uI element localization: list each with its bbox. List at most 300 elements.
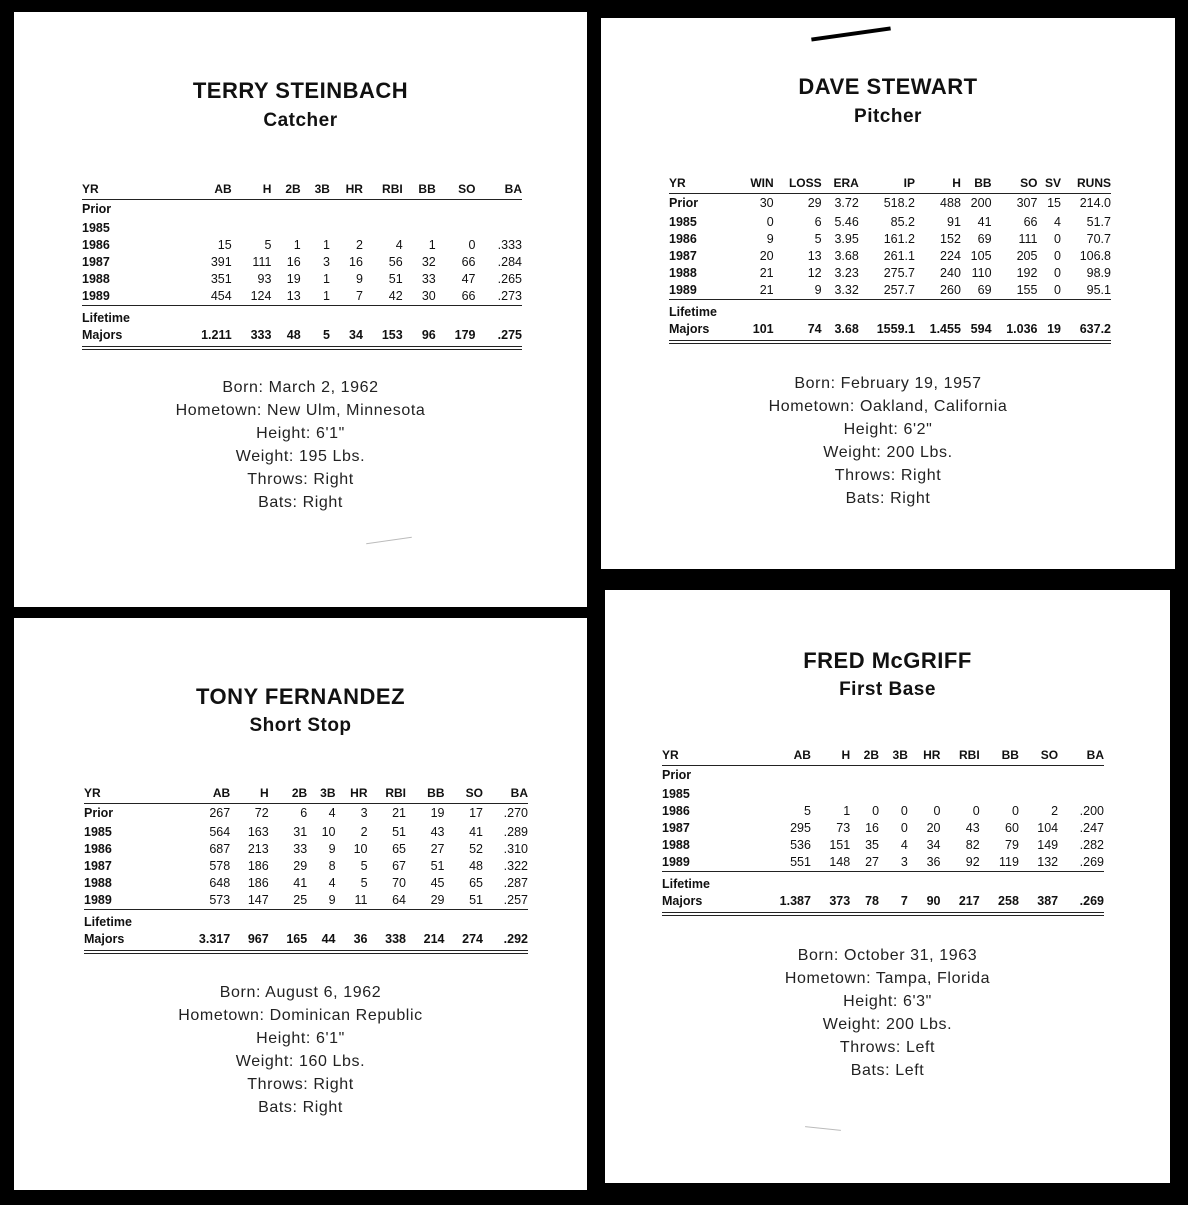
majors-total: 153: [363, 327, 403, 348]
card-fred-mcgriff: [605, 590, 1170, 1183]
bio-line: Hometown: Dominican Republic: [178, 1007, 423, 1024]
stat-cell: [232, 200, 272, 220]
stat-cell: 45: [430, 875, 445, 890]
lifetime-label: Lifetime: [84, 909, 172, 931]
table-row: [82, 220, 522, 237]
stats-table: [669, 176, 1111, 344]
stat-cell: 224: [940, 248, 961, 263]
stat-cell: [980, 786, 1019, 803]
column-header: HR: [330, 182, 363, 200]
majors-total: 637.2: [1061, 321, 1111, 342]
stat-cell: 536: [790, 837, 811, 852]
stat-cell: 5: [804, 803, 811, 818]
row-year: Prior: [82, 202, 112, 217]
stat-cell: 351: [210, 271, 232, 286]
stat-cell: [752, 786, 811, 803]
row-year: 1989: [84, 892, 112, 907]
majors-total: 1.036: [992, 321, 1038, 342]
stat-cell: 48: [469, 858, 484, 873]
bio-line: Throws: Right: [247, 1076, 354, 1093]
row-year: 1985: [84, 824, 112, 839]
row-year: 1989: [662, 854, 690, 869]
empty-cell: [403, 305, 436, 327]
column-header: AB: [172, 786, 230, 804]
stat-cell: .273: [497, 288, 522, 303]
lifetime-label-row: [84, 909, 528, 931]
column-header: BA: [1058, 748, 1104, 766]
column-header: HR: [336, 786, 368, 804]
majors-total: 3.68: [822, 321, 859, 342]
stat-cell: [173, 220, 231, 237]
majors-total: 373: [811, 893, 850, 914]
bio-line: Weight: 195 Lbs.: [235, 448, 366, 465]
stat-cell: 155: [1016, 282, 1038, 297]
stat-cell: 35: [865, 837, 880, 852]
stat-cell: 132: [1037, 854, 1059, 869]
empty-cell: [301, 305, 330, 327]
stat-cell: 205: [1016, 248, 1038, 263]
majors-total: .292: [483, 931, 528, 952]
stat-cell: 79: [1005, 837, 1019, 852]
stat-cell: 0: [766, 214, 774, 229]
column-header: LOSS: [774, 176, 822, 194]
stat-cell: 3.68: [834, 248, 859, 263]
stat-cell: 52: [469, 841, 484, 856]
empty-cell: [330, 305, 363, 327]
table-row: [84, 804, 528, 824]
stat-cell: 0: [468, 237, 476, 252]
stat-cell: 34: [926, 837, 941, 852]
stat-cell: .310: [503, 841, 528, 856]
stat-cell: [476, 220, 523, 237]
empty-cell: [436, 305, 476, 327]
player-position: Catcher: [263, 110, 338, 131]
row-year: 1987: [662, 820, 690, 835]
stat-cell: 13: [286, 288, 301, 303]
majors-total: 96: [403, 327, 436, 348]
stat-cell: 161.2: [883, 231, 915, 246]
stat-cell: 214.0: [1079, 196, 1111, 211]
stat-cell: [850, 786, 879, 803]
column-header: RBI: [940, 748, 979, 766]
majors-total: 74: [774, 321, 822, 342]
stat-cell: 307: [1016, 196, 1038, 211]
paper-tear: [811, 26, 891, 41]
stat-cell: 488: [940, 196, 961, 211]
stat-cell: [908, 786, 941, 803]
bio-block: [14, 376, 587, 514]
stat-cell: 2: [1051, 803, 1059, 818]
stat-cell: .322: [503, 858, 528, 873]
empty-cell: [811, 871, 850, 893]
column-header: 3B: [307, 786, 335, 804]
majors-total: 594: [961, 321, 992, 342]
stat-cell: 65: [469, 875, 484, 890]
row-year: 1988: [662, 837, 690, 852]
stat-cell: 9: [356, 271, 363, 286]
row-year: 1989: [669, 282, 697, 297]
stat-cell: 391: [210, 254, 232, 269]
stat-cell: 0: [972, 803, 980, 818]
stat-cell: 13: [807, 248, 822, 263]
stat-cell: 66: [461, 288, 476, 303]
stat-cell: 1: [843, 803, 851, 818]
stat-cell: [1019, 766, 1058, 786]
player-position: Pitcher: [854, 106, 922, 127]
majors-total: 78: [850, 893, 879, 914]
stat-cell: 9: [328, 892, 336, 907]
stat-cell: 9: [814, 282, 822, 297]
stat-cell: 147: [247, 892, 269, 907]
stat-cell: 124: [250, 288, 272, 303]
stat-cell: 92: [965, 854, 980, 869]
column-header: AB: [173, 182, 231, 200]
majors-label: Majors: [669, 321, 739, 342]
stat-cell: 106.8: [1079, 248, 1111, 263]
stat-cell: 267: [209, 806, 231, 821]
table-row: [662, 837, 1104, 854]
empty-cell: [271, 305, 300, 327]
bio-line: Height: 6'1": [256, 425, 345, 442]
stat-cell: 275.7: [883, 265, 915, 280]
stat-cell: 3.32: [834, 282, 859, 297]
stat-cell: 60: [1005, 820, 1019, 835]
card-dave-stewart: [601, 18, 1175, 569]
empty-cell: [850, 871, 879, 893]
stat-cell: [980, 766, 1019, 786]
stat-cell: 3: [900, 854, 908, 869]
stat-cell: 51: [392, 824, 407, 839]
stat-cell: 119: [998, 854, 1019, 869]
majors-total: 101: [739, 321, 773, 342]
stat-cell: 85.2: [890, 214, 915, 229]
bio-block: [14, 981, 587, 1119]
stat-cell: 67: [392, 858, 407, 873]
row-year: 1986: [662, 803, 690, 818]
column-header: 2B: [269, 786, 308, 804]
stat-cell: [173, 200, 231, 220]
stat-cell: 257.7: [883, 282, 915, 297]
empty-cell: [992, 299, 1038, 321]
table-row: [662, 854, 1104, 872]
lifetime-label: Lifetime: [82, 305, 173, 327]
stat-cell: .269: [1079, 854, 1104, 869]
stat-cell: [940, 766, 979, 786]
empty-cell: [1037, 299, 1061, 321]
stat-cell: 10: [321, 824, 336, 839]
stat-cell: .282: [1079, 837, 1104, 852]
stat-cell: 111: [1018, 231, 1038, 246]
stat-cell: 15: [1047, 196, 1061, 211]
lifetime-label: Lifetime: [662, 871, 752, 893]
stat-cell: 105: [970, 248, 992, 263]
stat-cell: 65: [392, 841, 407, 856]
stat-cell: 11: [354, 892, 368, 907]
stat-cell: 213: [247, 841, 269, 856]
stat-cell: 295: [790, 820, 811, 835]
stat-cell: 3: [360, 806, 368, 821]
column-header: BA: [483, 786, 528, 804]
stat-cell: [1019, 786, 1058, 803]
stat-cell: 9: [766, 231, 774, 246]
column-header: SO: [1019, 748, 1058, 766]
stat-cell: 551: [790, 854, 811, 869]
table-row: [84, 824, 528, 841]
stat-cell: 573: [209, 892, 231, 907]
empty-cell: [1061, 299, 1111, 321]
stat-cell: .289: [503, 824, 528, 839]
stat-cell: 1: [428, 237, 436, 252]
column-header: RBI: [363, 182, 403, 200]
stat-cell: 148: [829, 854, 851, 869]
stat-cell: 41: [977, 214, 992, 229]
majors-total: 44: [307, 931, 335, 952]
empty-cell: [915, 299, 961, 321]
table-row: [84, 858, 528, 875]
stat-cell: 1: [322, 237, 330, 252]
stat-cell: 12: [807, 265, 822, 280]
column-header: H: [230, 786, 269, 804]
card-terry-steinbach: [14, 12, 587, 607]
stat-cell: 5: [814, 231, 822, 246]
stat-cell: 32: [421, 254, 436, 269]
stat-cell: 3.72: [834, 196, 859, 211]
column-header: YR: [669, 176, 739, 194]
stat-cell: 687: [209, 841, 231, 856]
bio-line: Throws: Right: [247, 471, 354, 488]
majors-totals-row: [662, 893, 1104, 914]
stat-cell: 9: [328, 841, 336, 856]
lifetime-label-row: [662, 871, 1104, 893]
stat-cell: .270: [503, 806, 528, 821]
table-row: [82, 271, 522, 288]
column-header: YR: [662, 748, 752, 766]
table-row: [669, 248, 1111, 265]
stats-table: [84, 786, 528, 954]
empty-cell: [940, 871, 979, 893]
column-header: H: [915, 176, 961, 194]
column-header: BB: [980, 748, 1019, 766]
majors-total: 387: [1019, 893, 1058, 914]
stat-cell: 0: [1054, 265, 1061, 280]
stat-cell: [403, 200, 436, 220]
stat-cell: 192: [1016, 265, 1038, 280]
empty-cell: [483, 909, 528, 931]
empty-cell: [1058, 871, 1104, 893]
stat-cell: 110: [971, 265, 992, 280]
stat-cell: 27: [430, 841, 445, 856]
stat-cell: 2: [356, 237, 363, 252]
stat-cell: [330, 220, 363, 237]
stat-cell: 200: [970, 196, 992, 211]
column-header: 3B: [301, 182, 330, 200]
lifetime-label-row: [669, 299, 1111, 321]
stat-cell: 564: [209, 824, 231, 839]
stat-cell: 648: [209, 875, 231, 890]
column-header: BB: [406, 786, 445, 804]
majors-total: 967: [230, 931, 269, 952]
stat-cell: 111: [252, 254, 272, 269]
row-year: 1986: [669, 231, 697, 246]
lifetime-label: Lifetime: [669, 299, 739, 321]
empty-cell: [739, 299, 773, 321]
stat-cell: 6: [300, 806, 308, 821]
stat-cell: 16: [349, 254, 363, 269]
stat-cell: 0: [1011, 803, 1019, 818]
column-header: YR: [84, 786, 172, 804]
stat-cell: 72: [254, 806, 269, 821]
stat-cell: 20: [926, 820, 941, 835]
stat-cell: 260: [940, 282, 961, 297]
stat-cell: 21: [759, 265, 774, 280]
stat-cell: 0: [900, 803, 908, 818]
column-header: RUNS: [1061, 176, 1111, 194]
stat-cell: [436, 220, 476, 237]
stat-cell: 25: [293, 892, 308, 907]
empty-cell: [406, 909, 445, 931]
stat-cell: [363, 200, 403, 220]
stats-header-row: [82, 182, 522, 200]
stat-cell: 16: [286, 254, 301, 269]
table-row: [669, 265, 1111, 282]
stat-cell: 70.7: [1086, 231, 1111, 246]
stat-cell: [232, 220, 272, 237]
bio-line: Bats: Left: [850, 1062, 925, 1079]
stat-cell: 3.95: [834, 231, 859, 246]
stat-cell: .333: [497, 237, 522, 252]
stat-cell: 3.23: [834, 265, 859, 280]
stat-cell: 104: [1037, 820, 1059, 835]
bio-line: Weight: 200 Lbs.: [823, 444, 953, 461]
empty-cell: [774, 299, 822, 321]
majors-label: Majors: [82, 327, 173, 348]
stat-cell: 70: [392, 875, 407, 890]
stat-cell: 10: [353, 841, 368, 856]
majors-total: 217: [940, 893, 979, 914]
empty-cell: [232, 305, 272, 327]
stat-cell: 19: [286, 271, 301, 286]
table-row: [82, 200, 522, 220]
stat-cell: 51: [430, 858, 445, 873]
stat-cell: [1058, 786, 1104, 803]
row-year: 1985: [662, 786, 690, 801]
majors-totals-row: [84, 931, 528, 952]
column-header: BB: [403, 182, 436, 200]
column-header: SO: [445, 786, 484, 804]
stat-cell: 29: [430, 892, 445, 907]
row-year: Prior: [84, 806, 114, 821]
table-row: [662, 766, 1104, 786]
majors-total: 19: [1037, 321, 1061, 342]
empty-cell: [961, 299, 992, 321]
stat-cell: 152: [940, 231, 961, 246]
stat-cell: 0: [900, 820, 908, 835]
majors-total: 7: [879, 893, 908, 914]
stat-cell: 30: [421, 288, 436, 303]
majors-total: 338: [368, 931, 407, 952]
stat-cell: 5.46: [834, 214, 859, 229]
stat-cell: 42: [388, 288, 403, 303]
majors-total: 1.455: [915, 321, 961, 342]
stat-cell: 36: [926, 854, 941, 869]
row-year: 1985: [82, 220, 110, 235]
majors-total: 34: [330, 327, 363, 348]
stat-cell: 3: [322, 254, 330, 269]
majors-total: 179: [436, 327, 476, 348]
stat-cell: [436, 200, 476, 220]
empty-cell: [476, 305, 523, 327]
stat-cell: 73: [836, 820, 851, 835]
stat-cell: 19: [430, 806, 445, 821]
player-position: Short Stop: [249, 715, 352, 736]
stat-cell: 578: [209, 858, 231, 873]
stat-cell: 0: [1054, 248, 1061, 263]
bio-line: Bats: Right: [845, 490, 931, 507]
majors-label: Majors: [662, 893, 752, 914]
bio-line: Bats: Right: [258, 494, 343, 511]
bio-line: Born: August 6, 1962: [219, 984, 382, 1001]
empty-cell: [859, 299, 915, 321]
table-row: [84, 892, 528, 910]
row-year: 1988: [669, 265, 697, 280]
stat-cell: 240: [940, 265, 961, 280]
column-header: SO: [992, 176, 1038, 194]
stat-cell: 4: [900, 837, 908, 852]
stat-cell: [330, 200, 363, 220]
bio-line: Born: February 19, 1957: [794, 375, 982, 392]
stat-cell: 33: [421, 271, 436, 286]
stat-cell: 7: [356, 288, 363, 303]
majors-total: .269: [1058, 893, 1104, 914]
stat-cell: 151: [829, 837, 851, 852]
stat-cell: 0: [1054, 231, 1061, 246]
column-header: SO: [436, 182, 476, 200]
table-row: [84, 875, 528, 892]
empty-cell: [752, 871, 811, 893]
empty-cell: [908, 871, 941, 893]
stats-table: [662, 748, 1104, 916]
stat-cell: 43: [430, 824, 445, 839]
row-year: 1987: [669, 248, 697, 263]
stat-cell: 261.1: [883, 248, 915, 263]
empty-cell: [879, 871, 908, 893]
row-year: 1989: [82, 288, 110, 303]
stat-cell: [850, 766, 879, 786]
bio-line: Throws: Left: [839, 1039, 936, 1056]
empty-cell: [173, 305, 231, 327]
empty-cell: [230, 909, 269, 931]
majors-totals-row: [669, 321, 1111, 342]
bio-line: Born: March 2, 1962: [222, 379, 379, 396]
majors-total: 1.211: [173, 327, 231, 348]
column-header: H: [811, 748, 850, 766]
empty-cell: [307, 909, 335, 931]
stat-cell: 8: [328, 858, 336, 873]
majors-total: 165: [269, 931, 308, 952]
column-header: BA: [476, 182, 523, 200]
table-row: [669, 194, 1111, 214]
stat-cell: 98.9: [1086, 265, 1111, 280]
table-row: [662, 820, 1104, 837]
row-year: 1988: [82, 271, 110, 286]
table-row: [669, 282, 1111, 300]
stat-cell: 27: [865, 854, 880, 869]
stat-cell: 33: [293, 841, 308, 856]
stat-cell: 163: [247, 824, 269, 839]
stat-cell: 30: [759, 196, 774, 211]
stat-cell: 6: [814, 214, 822, 229]
column-header: 2B: [850, 748, 879, 766]
